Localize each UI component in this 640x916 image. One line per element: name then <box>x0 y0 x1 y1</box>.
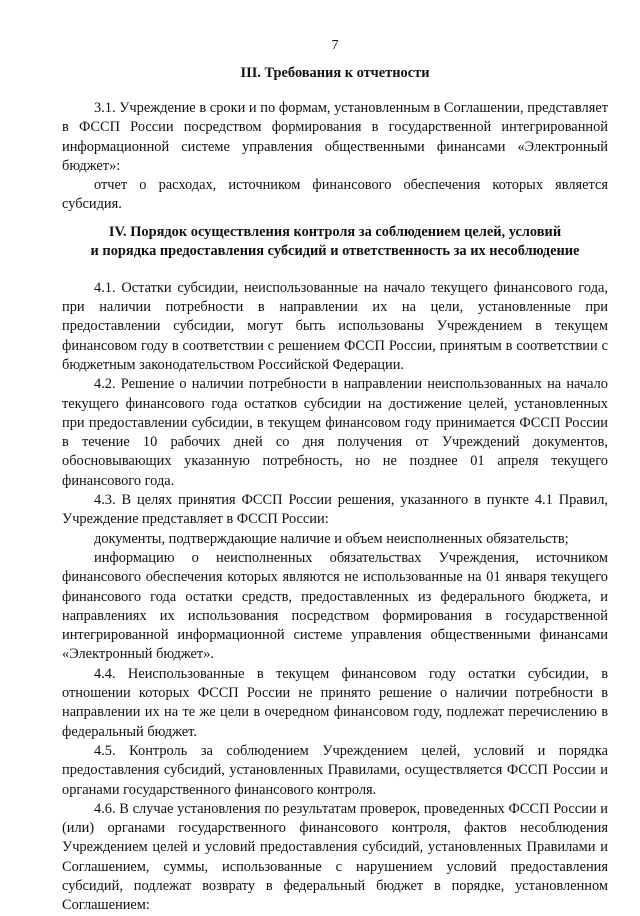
paragraph-4-3-information: информацию о неисполненных обязательствах Учреждения, источником финансового обеспечения которых являются не использованные на 01 января текущего финансового года остатки средств, предоставленных из федерального бюджета, и направлениях их использования посредством формирования в государственной интегрированной информационной системе управления общественными финансами «Электронный бюджет». <box>62 549 608 663</box>
paragraph-4-3: 4.3. В целях принятия ФССП России решения, указанного в пункте 4.1 Правил, Учреждение представляет в ФССП России: <box>62 492 608 528</box>
paragraph-4-3-documents: документы, подтверждающие наличие и объем неисполненных обязательств; <box>94 530 569 547</box>
paragraph-4-2: 4.2. Решение о наличии потребности в направлении неиспользованных на начало текущего финансового года остатков субсидии на достижение целей, установленных при предоставлении субсидии, в текущем финансовом году принимается ФССП России в течение 10 рабочих дней со дня получения от Учреждений документов, обосновывающих указанную потребность, но не позднее 01 апреля текущего финансового года. <box>62 376 608 489</box>
paragraph-4-5: 4.5. Контроль за соблюдением Учреждением целей, условий и порядка предоставления субсидий, установленных Правилами, осуществляется ФССП России и органами государственного финансового контроля. <box>62 742 608 798</box>
section-3-heading: III. Требования к отчетности <box>240 65 430 81</box>
paragraph-3-1-report: отчет о расходах, источником финансового обеспечения которых является субсидия. <box>62 177 608 213</box>
section-4-heading <box>62 223 608 261</box>
paragraph-4-6: 4.6. В случае установления по результатам проверок, проведенных ФССП России и (или) органами государственного финансового контроля, фактов несоблюдения Учреждением целей и условий предоставления субсидий, установленных Правилами и Соглашением, суммы, использованные с нарушением условий предоставления субсидий, подлежат возврату в федеральный бюджет в порядке, установленном Соглашением: <box>62 800 608 914</box>
page-number: 7 <box>331 38 339 53</box>
section-4-heading-line-2: и порядка предоставления субсидий и ответственность за их несоблюдение <box>90 242 580 259</box>
document-page <box>62 38 608 916</box>
paragraph-4-1: 4.1. Остатки субсидии, неиспользованные на начало текущего финансового года, при наличии потребности в направлении их на цели, установленные при предоставлении субсидии, могут быть использованы Учреждением в текущем финансовом году в соответствии с решением ФССП России, принятым в соответствии с бюджетным законодательством Российской Федерации. <box>62 279 608 373</box>
section-4-heading-line-1: IV. Порядок осуществления контроля за соблюдением целей, условий <box>108 223 562 240</box>
paragraph-3-1: 3.1. Учреждение в сроки и по формам, установленным в Соглашении, представляет в ФССП России посредством формирования в государственной интегрированной информационной системе управления общественными финансами «Электронный бюджет»: <box>62 100 608 174</box>
paragraph-4-4: 4.4. Неиспользованные в текущем финансовом году остатки субсидии, в отношении которых ФССП России не принято решение о наличии потребности в направлении их на те же цели в очередном финансовом году, подлежат перечислению в федеральный бюджет. <box>62 665 608 740</box>
